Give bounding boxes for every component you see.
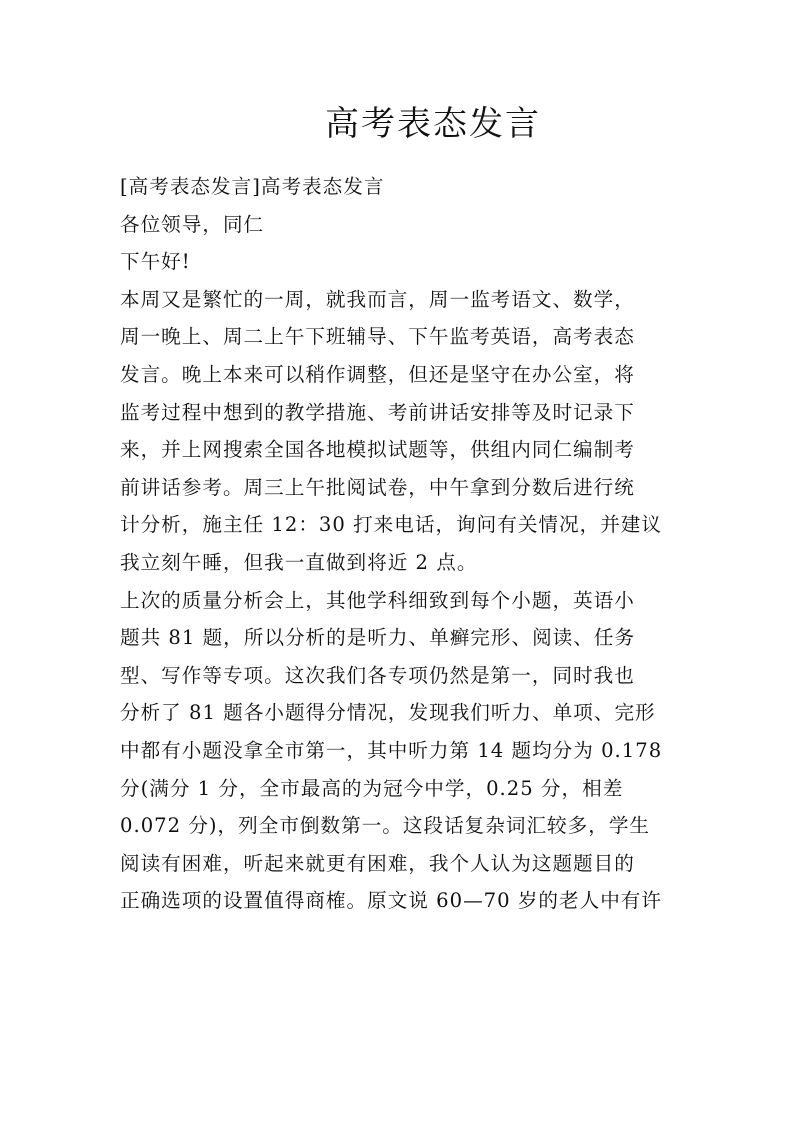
- text-line: 来，并上网搜索全国各地模拟试题等，供组内同仁编制考: [120, 438, 635, 462]
- document-body: [120, 168, 676, 920]
- text-line: 中都有小题没拿全市第一，其中听力第 14 题均分为 0.178: [120, 738, 663, 762]
- text-line: 我立刻午睡，但我一直做到将近 2 点。: [120, 550, 478, 574]
- text-line: 计分析，施主任 12：30 打来电话，询问有关情况，并建议: [120, 513, 662, 537]
- text-line: 监考过程中想到的教学措施、考前讲话安排等及时记录下: [120, 400, 635, 424]
- text-line: 下午好!: [120, 250, 191, 274]
- text-line: 阅读有困难，听起来就更有困难，我个人认为这题题目的: [120, 851, 635, 875]
- text-line: 前讲话参考。周三上午批阅试卷，中午拿到分数后进行统: [120, 475, 635, 499]
- text-line: 正确选项的设置值得商榷。原文说 60—70 岁的老人中有许: [120, 889, 662, 913]
- document-title: 高考表态发言: [325, 104, 541, 144]
- text-line: 0.072 分)，列全市倒数第一。这段话复杂词汇较多，学生: [120, 814, 651, 838]
- text-line: 题共 81 题，所以分析的是听力、单癣完形、阅读、任务: [120, 626, 636, 650]
- text-line: 各位领导，同仁: [120, 212, 265, 236]
- text-line: 本周又是繁忙的一周，就我而言，周一监考语文、数学，: [120, 287, 635, 311]
- text-line: 上次的质量分析会上，其他学科细致到每个小题，英语小: [120, 588, 635, 612]
- text-line: [高考表态发言]高考表态发言: [120, 175, 385, 198]
- text-line: 型、写作等专项。这次我们各专项仍然是第一，同时我也: [120, 663, 635, 687]
- text-line: 周一晚上、周二上午下班辅导、下午监考英语，高考表态: [120, 325, 635, 349]
- text-line: 分析了 81 题各小题得分情况，发现我们听力、单项、完形: [120, 701, 656, 725]
- text-line: 分(满分 1 分，全市最高的为冠今中学，0.25 分，相差: [120, 776, 624, 800]
- text-line: 发言。晚上本来可以稍作调整，但还是坚守在办公室，将: [120, 362, 635, 386]
